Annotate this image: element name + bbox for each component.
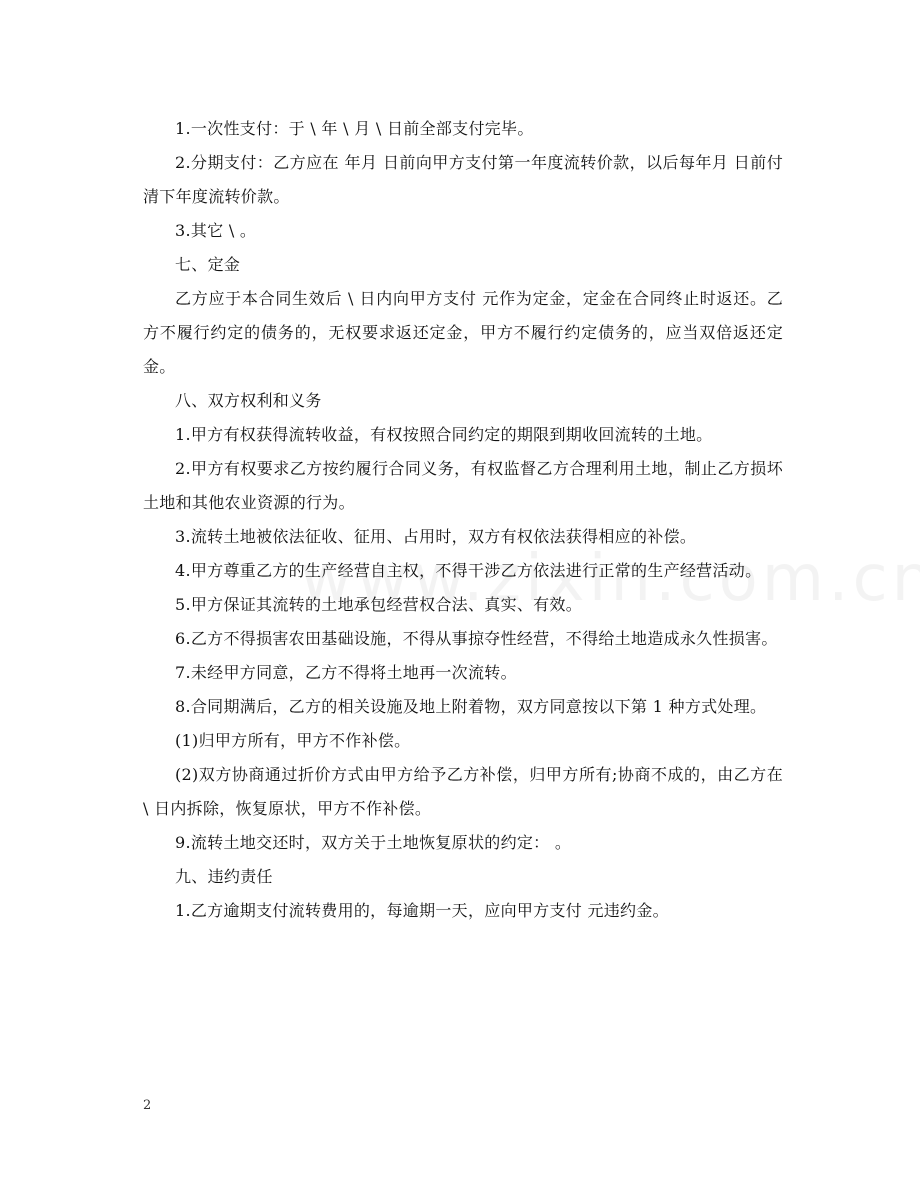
rights-item-1: 1.甲方有权获得流转收益，有权按照合同约定的期限到期收回流转的土地。 [175,425,713,444]
section-heading-rights-obligations: 八、双方权利和义务 [175,391,322,410]
rights-item-8-option-1: (1)归甲方所有，甲方不作补偿。 [175,731,411,750]
liability-item-1: 1.乙方逾期支付流转费用的，每逾期一天，应向甲方支付 元违约金。 [175,901,669,920]
rights-item-3: 3.流转土地被依法征收、征用、占用时，双方有权依法获得相应的补偿。 [175,527,697,546]
section-heading-deposit: 七、定金 [175,255,241,274]
document-body [143,112,783,928]
rights-item-8: 8.合同期满后，乙方的相关设施及地上附着物，双方同意按以下第 1 种方式处理。 [175,697,767,716]
rights-item-2: 2.甲方有权要求乙方按约履行合同义务，有权监督乙方合理利用土地，制止乙方损坏土地和其他农业资源的行为。 [143,459,783,512]
section-heading-liability: 九、违约责任 [175,867,273,886]
rights-item-6: 6.乙方不得损害农田基础设施，不得从事掠夺性经营，不得给土地造成永久性损害。 [175,629,778,648]
payment-installment: 2.分期支付：乙方应在 年月 日前向甲方支付第一年度流转价款，以后每年月 日前付清下年度流转价款。 [143,153,783,206]
rights-item-9: 9.流转土地交还时，双方关于土地恢复原状的约定： 。 [175,833,572,852]
payment-other: 3.其它 \ 。 [175,221,257,240]
payment-lump-sum: 1.一次性支付：于 \ 年 \ 月 \ 日前全部支付完毕。 [175,119,534,138]
rights-item-5: 5.甲方保证其流转的土地承包经营权合法、真实、有效。 [175,595,583,614]
deposit-clause: 乙方应于本合同生效后 \ 日内向甲方支付 元作为定金，定金在合同终止时返还。乙方不履行约定的债务的，无权要求返还定金，甲方不履行约定债务的，应当双倍返还定金。 [143,289,783,376]
rights-item-7: 7.未经甲方同意，乙方不得将土地再一次流转。 [175,663,517,682]
page-number: 2 [143,1098,152,1113]
rights-item-8-option-2: (2)双方协商通过折价方式由甲方给予乙方补偿，归甲方所有;协商不成的，由乙方在 \ 日内拆除，恢复原状，甲方不作补偿。 [143,765,783,818]
rights-item-4: 4.甲方尊重乙方的生产经营自主权，不得干涉乙方依法进行正常的生产经营活动。 [175,561,762,580]
